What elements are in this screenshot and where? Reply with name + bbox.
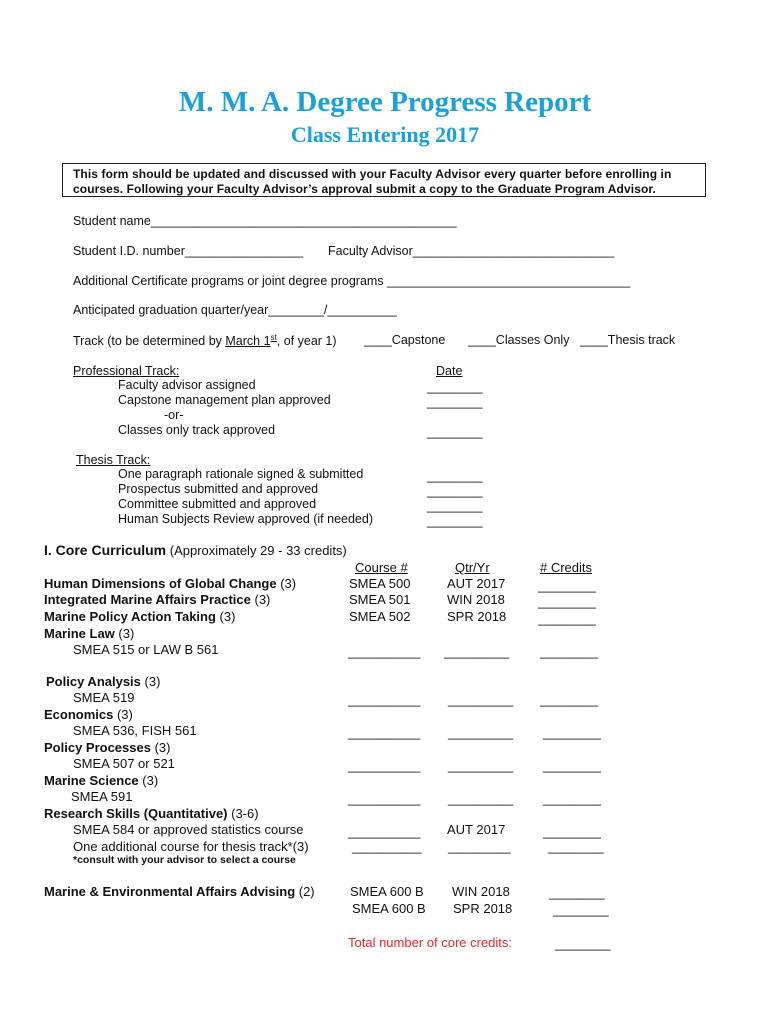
credits-blank[interactable]: ________: [538, 578, 596, 593]
thesis-item: Committee submitted and approved: [118, 497, 317, 511]
date-blank[interactable]: ________: [427, 484, 483, 498]
course-name: Research Skills (Quantitative) (3-6): [44, 806, 259, 821]
thesis-course-note: *consult with your advisor to select a course: [73, 854, 296, 866]
qtr-value: AUT 2017: [447, 822, 506, 837]
course-number: SMEA 500: [349, 576, 411, 591]
qtr-blank[interactable]: _________: [448, 725, 514, 740]
credits-blank[interactable]: ________: [549, 886, 605, 900]
course-blank[interactable]: __________: [348, 692, 421, 707]
advising-course: SMEA 600 B: [350, 884, 424, 899]
date-blank[interactable]: ________: [427, 425, 483, 439]
course-name: Integrated Marine Affairs Practice (3): [44, 592, 271, 607]
col-course-header: Course #: [355, 560, 408, 575]
professional-item: Faculty advisor assigned: [118, 378, 256, 392]
course-name: Marine Science (3): [44, 773, 159, 788]
qtr-blank[interactable]: _________: [448, 840, 511, 854]
credits-blank[interactable]: ________: [538, 594, 596, 609]
student-id-field[interactable]: Student I.D. number_________________: [73, 244, 304, 258]
credits-blank[interactable]: ________: [543, 725, 601, 740]
course-number: SMEA 502: [349, 609, 411, 624]
qtr-blank[interactable]: _________: [448, 692, 514, 707]
date-blank[interactable]: ________: [427, 499, 483, 513]
faculty-advisor-field[interactable]: Faculty Advisor_____________________________: [328, 244, 615, 258]
col-qtr-header: Qtr/Yr: [455, 560, 490, 575]
qtr-value: AUT 2017: [447, 576, 506, 591]
course-option: SMEA 536, FISH 561: [73, 723, 197, 738]
capstone-option[interactable]: ____Capstone: [364, 333, 446, 347]
professional-item: Capstone management plan approved: [118, 393, 331, 407]
additional-programs-field[interactable]: Additional Certificate programs or joint degree programs ___________________________________: [73, 274, 631, 288]
credits-blank[interactable]: ________: [538, 611, 596, 626]
date-blank[interactable]: ________: [427, 469, 483, 483]
student-name-field[interactable]: Student name____________________________________________: [73, 214, 457, 228]
date-blank[interactable]: ________: [427, 514, 483, 528]
credits-blank[interactable]: ________: [543, 791, 601, 806]
course-name: Policy Analysis (3): [46, 674, 161, 689]
date-blank[interactable]: ________: [427, 395, 483, 409]
total-credits-blank[interactable]: ________: [555, 937, 611, 951]
course-name: Policy Processes (3): [44, 740, 171, 755]
credits-blank[interactable]: ________: [540, 692, 598, 707]
thesis-item: Prospectus submitted and approved: [118, 482, 319, 496]
course-name: Marine Policy Action Taking (3): [44, 609, 236, 624]
graduation-quarter-field[interactable]: Anticipated graduation quarter/year________/__________: [73, 303, 397, 317]
thesis-track-heading: Thesis Track:: [76, 453, 151, 467]
or-label: -or-: [164, 408, 184, 422]
date-label: Date: [436, 364, 463, 378]
qtr-value: WIN 2018: [447, 592, 505, 607]
credits-blank[interactable]: ________: [543, 758, 601, 773]
advising-qtr: WIN 2018: [452, 884, 510, 899]
course-name: Human Dimensions of Global Change (3): [44, 576, 297, 591]
course-option: SMEA 515 or LAW B 561: [73, 642, 219, 657]
course-option: SMEA 591: [71, 789, 133, 804]
course-option: SMEA 584 or approved statistics course: [73, 822, 304, 837]
course-option: SMEA 507 or 521: [73, 756, 175, 771]
course-name: Economics (3): [44, 707, 133, 722]
advising-label: Marine & Environmental Affairs Advising (2): [44, 884, 315, 899]
classes-only-option[interactable]: ____Classes Only: [468, 333, 570, 347]
course-blank[interactable]: __________: [348, 758, 421, 773]
course-blank[interactable]: __________: [352, 840, 422, 854]
qtr-blank[interactable]: _________: [448, 791, 514, 806]
credits-blank[interactable]: ________: [543, 824, 601, 839]
thesis-track-option[interactable]: ____Thesis track: [580, 333, 676, 347]
qtr-value: SPR 2018: [447, 609, 507, 624]
professional-item: Classes only track approved: [118, 423, 276, 437]
advising-course: SMEA 600 B: [352, 901, 426, 916]
professional-track-heading: Professional Track:: [73, 364, 180, 378]
course-blank[interactable]: __________: [348, 824, 421, 839]
page-subtitle: Class Entering 2017: [290, 122, 480, 147]
core-curriculum-heading: I. Core Curriculum (Approximately 29 - 33 credits): [44, 542, 347, 558]
credits-blank[interactable]: ________: [540, 644, 598, 659]
date-blank[interactable]: ________: [427, 380, 483, 394]
credits-blank[interactable]: ________: [548, 840, 604, 854]
thesis-item: Human Subjects Review approved (if needed): [118, 512, 373, 526]
qtr-blank[interactable]: _________: [444, 644, 510, 659]
qtr-blank[interactable]: _________: [448, 758, 514, 773]
course-option: SMEA 519: [73, 690, 135, 705]
thesis-course-label: One additional course for thesis track*(3): [73, 839, 309, 854]
course-blank[interactable]: __________: [348, 791, 421, 806]
total-credits-label: Total number of core credits:: [348, 935, 513, 950]
track-label: Track (to be determined by March 1st, of year 1): [73, 333, 337, 349]
course-blank[interactable]: __________: [348, 725, 421, 740]
col-credits-header: # Credits: [540, 560, 593, 575]
page-title: M. M. A. Degree Progress Report: [178, 86, 592, 118]
thesis-item: One paragraph rationale signed & submitted: [118, 467, 364, 481]
course-number: SMEA 501: [349, 592, 411, 607]
course-blank[interactable]: __________: [348, 644, 421, 659]
course-name: Marine Law (3): [44, 626, 135, 641]
notice-box: This form should be updated and discussed with your Faculty Advisor every quarter before enrolling in courses. Following your Faculty Advisor’s approval submit a copy to the Graduate Program Advisor.: [62, 163, 706, 197]
credits-blank[interactable]: ________: [553, 903, 609, 917]
advising-qtr: SPR 2018: [453, 901, 513, 916]
